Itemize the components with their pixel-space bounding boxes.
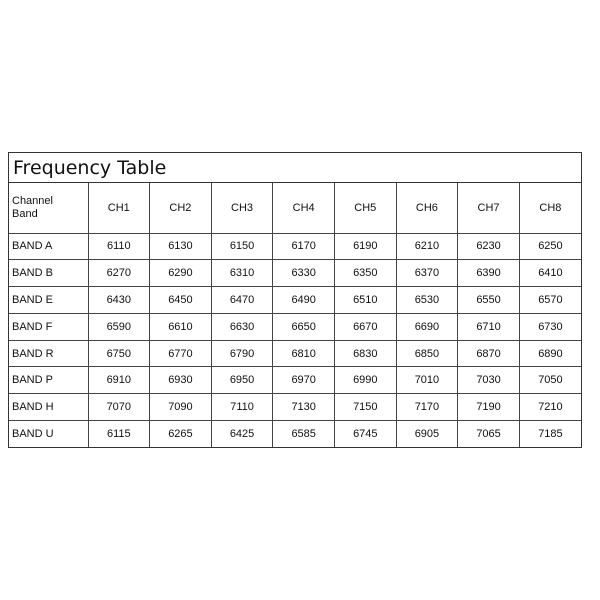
table-row: [9, 340, 581, 367]
frequency-cell: 6130: [150, 233, 212, 260]
corner-label-band: Band: [12, 207, 38, 220]
frequency-cell: 6905: [396, 421, 458, 448]
frequency-cell: 6290: [150, 260, 212, 287]
band-label-cell: BAND H: [9, 394, 88, 421]
frequency-cell: 6710: [458, 313, 520, 340]
frequency-cell: 6990: [335, 367, 397, 394]
frequency-cell: 6870: [458, 340, 520, 367]
band-label-cell: BAND B: [9, 260, 88, 287]
frequency-cell: 6670: [335, 313, 397, 340]
frequency-cell: 6550: [458, 287, 520, 314]
table-row: [9, 421, 581, 448]
frequency-grid: [9, 183, 581, 447]
channel-header-cell: CH6: [396, 183, 458, 233]
frequency-cell: 7070: [88, 394, 150, 421]
frequency-cell: 7010: [396, 367, 458, 394]
frequency-cell: 7065: [458, 421, 520, 448]
frequency-cell: 6590: [88, 313, 150, 340]
frequency-cell: 6150: [211, 233, 273, 260]
frequency-cell: 6790: [211, 340, 273, 367]
frequency-cell: 6470: [211, 287, 273, 314]
frequency-cell: 6890: [519, 340, 581, 367]
table-row: [9, 394, 581, 421]
frequency-cell: 7050: [519, 367, 581, 394]
band-label-cell: BAND U: [9, 421, 88, 448]
frequency-table: [8, 152, 582, 448]
band-label-cell: BAND A: [9, 233, 88, 260]
frequency-cell: 6910: [88, 367, 150, 394]
channel-header-cell: CH8: [519, 183, 581, 233]
table-row: [9, 233, 581, 260]
frequency-cell: 6830: [335, 340, 397, 367]
frequency-cell: 6210: [396, 233, 458, 260]
frequency-cell: 6730: [519, 313, 581, 340]
frequency-cell: 6450: [150, 287, 212, 314]
frequency-cell: 6230: [458, 233, 520, 260]
frequency-cell: 6770: [150, 340, 212, 367]
frequency-cell: 6650: [273, 313, 335, 340]
corner-label-channel: Channel: [12, 194, 53, 207]
channel-header-cell: CH2: [150, 183, 212, 233]
frequency-cell: 6430: [88, 287, 150, 314]
frequency-cell: 6610: [150, 313, 212, 340]
frequency-cell: 6630: [211, 313, 273, 340]
frequency-cell: 6250: [519, 233, 581, 260]
frequency-cell: 6690: [396, 313, 458, 340]
frequency-cell: 6330: [273, 260, 335, 287]
corner-header-cell: [9, 183, 88, 233]
frequency-cell: 7150: [335, 394, 397, 421]
frequency-cell: 7090: [150, 394, 212, 421]
channel-header-cell: CH4: [273, 183, 335, 233]
frequency-cell: 6750: [88, 340, 150, 367]
frequency-cell: 6350: [335, 260, 397, 287]
frequency-cell: 7190: [458, 394, 520, 421]
frequency-cell: 6170: [273, 233, 335, 260]
frequency-cell: 6390: [458, 260, 520, 287]
frequency-cell: 7185: [519, 421, 581, 448]
band-label-cell: BAND E: [9, 287, 88, 314]
frequency-cell: 6510: [335, 287, 397, 314]
frequency-cell: 7030: [458, 367, 520, 394]
table-title: Frequency Table: [9, 153, 581, 183]
frequency-cell: 6425: [211, 421, 273, 448]
frequency-cell: 6585: [273, 421, 335, 448]
frequency-cell: 6810: [273, 340, 335, 367]
frequency-cell: 6570: [519, 287, 581, 314]
table-row: [9, 313, 581, 340]
header-row: [9, 183, 581, 233]
frequency-cell: 6310: [211, 260, 273, 287]
frequency-cell: 6745: [335, 421, 397, 448]
frequency-cell: 6110: [88, 233, 150, 260]
frequency-cell: 6265: [150, 421, 212, 448]
band-label-cell: BAND R: [9, 340, 88, 367]
band-label-cell: BAND P: [9, 367, 88, 394]
frequency-cell: 6530: [396, 287, 458, 314]
frequency-cell: 7130: [273, 394, 335, 421]
table-row: [9, 367, 581, 394]
table-row: [9, 287, 581, 314]
band-label-cell: BAND F: [9, 313, 88, 340]
channel-header-cell: CH1: [88, 183, 150, 233]
frequency-cell: 7170: [396, 394, 458, 421]
frequency-cell: 6370: [396, 260, 458, 287]
frequency-cell: 6850: [396, 340, 458, 367]
frequency-cell: 6970: [273, 367, 335, 394]
channel-header-cell: CH3: [211, 183, 273, 233]
table-row: [9, 260, 581, 287]
frequency-cell: 6950: [211, 367, 273, 394]
frequency-cell: 6490: [273, 287, 335, 314]
frequency-cell: 6115: [88, 421, 150, 448]
frequency-cell: 6270: [88, 260, 150, 287]
frequency-cell: 6930: [150, 367, 212, 394]
channel-header-cell: CH5: [335, 183, 397, 233]
frequency-cell: 7210: [519, 394, 581, 421]
frequency-cell: 6190: [335, 233, 397, 260]
frequency-cell: 7110: [211, 394, 273, 421]
channel-header-cell: CH7: [458, 183, 520, 233]
frequency-cell: 6410: [519, 260, 581, 287]
